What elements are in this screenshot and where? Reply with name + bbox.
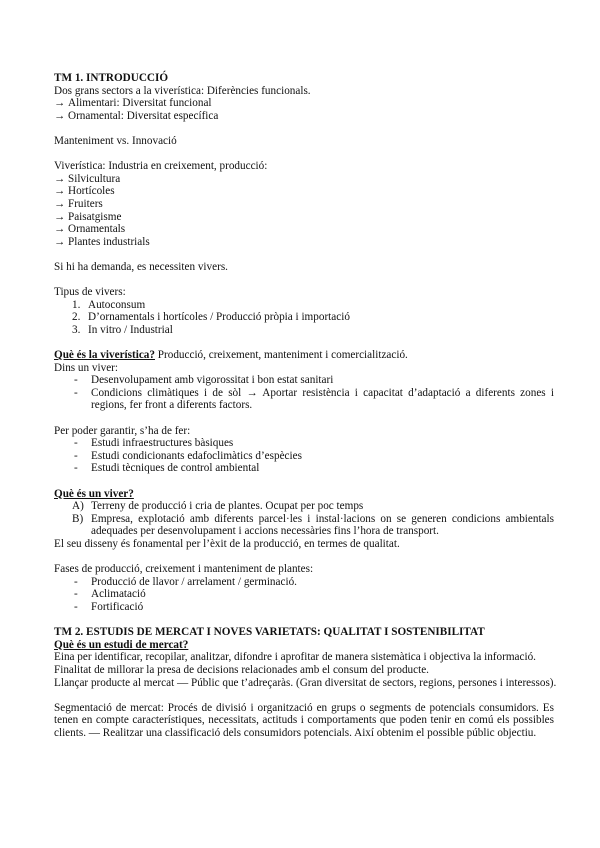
inside-intro: Dins un viver: <box>54 361 119 374</box>
what-is-line <box>54 349 554 362</box>
design-line: El seu disseny és fonamental per l’èxit de la producció, en termes de qualitat. <box>54 537 400 550</box>
industry-item: → Fruiters <box>54 198 554 211</box>
study-line: Finalitat de millorar la presa de decisions relacionades amb el consum del producte. <box>54 663 429 676</box>
viver-text: Empresa, explotació amb diferents parcel·les i instal·lacions on se generen condicions ambientals adequades per desenvolupament i accions necessàries fins l’hora de transport. <box>91 512 554 538</box>
inside-text: Desenvolupament amb vigorossitat i bon estat sanitari <box>91 374 334 387</box>
phase-text: Fortificació <box>91 600 144 613</box>
sector-text: Diversitat funcional <box>119 97 212 110</box>
list-item: - Desenvolupament amb vigorossitat i bon estat sanitari <box>74 374 334 387</box>
sector-item <box>54 97 554 110</box>
industry-item: → Paisatgisme <box>54 211 554 224</box>
sector-label: Ornamental: <box>67 109 124 122</box>
study-line: Llançar producte al mercat — Públic que t’adreçaràs. (Gran diversitat de sectors, regions, persones i interessos). <box>54 676 557 689</box>
list-item: 2. D’ornamentals i hortícoles / Producció pròpia i importació <box>72 311 350 324</box>
list-item: 1. Autoconsum <box>72 298 146 311</box>
industry-item: → Hortícoles <box>54 185 554 198</box>
phases-intro: Fases de producció, creixement i manteniment de plantes: <box>54 563 314 576</box>
sector-label: Alimentari: <box>67 97 120 110</box>
list-item: - Fortificació <box>74 600 144 613</box>
type-text: Autoconsum <box>88 298 146 311</box>
demand-line: Si hi ha demanda, es necessiten vivers. <box>54 260 228 273</box>
sector-item <box>54 110 554 123</box>
types-intro: Tipus de vivers: <box>54 286 126 299</box>
phase-text: Producció de llavor / arrelament / germinació. <box>91 575 297 588</box>
industry-item: → Ornamentals <box>54 223 554 236</box>
guarantee-text: Estudi condicionants edafoclimàtics d’espècies <box>91 449 302 462</box>
what-is-title: Què és la viverística? <box>54 349 155 362</box>
section2-title: TM 2. ESTUDIS DE MERCAT I NOVES VARIETATS: QUALITAT I SOSTENIBILITAT <box>54 626 485 639</box>
industry-item: → Silvicultura <box>54 173 554 186</box>
phase-text: Aclimatació <box>91 588 146 601</box>
list-item: - Producció de llavor / arrelament / germinació. <box>74 575 297 588</box>
type-text: In vitro / Industrial <box>88 323 173 336</box>
guarantee-text: Estudi tècniques de control ambiental <box>91 462 260 475</box>
study-line: Eina per identificar, recopilar, analitzar, difondre i aprofitar de manera sistemàtica i objectiva la informació. <box>54 651 536 664</box>
section1-intro: Dos grans sectors a la viverística: Diferències funcionals. <box>54 84 311 97</box>
list-item: 3. In vitro / Industrial <box>72 323 173 336</box>
item-letter: A) <box>72 500 84 513</box>
section1-title: TM 1. INTRODUCCIÓ <box>54 72 169 84</box>
list-item: - Condicions climàtiques i de sòl → Aportar resistència i capacitat d’adaptació a diferents zones i regions, fer front a diferents factors. <box>74 386 554 412</box>
what-is-text: Producció, creixement, manteniment i comercialització. <box>154 349 408 362</box>
item-letter: B) <box>72 512 84 525</box>
maintenance-line: Manteniment vs. Innovació <box>54 134 177 147</box>
viver-title: Què és un viver? <box>54 487 134 500</box>
industry-item: → Plantes industrials <box>54 236 554 249</box>
guarantee-text: Estudi infraestructures bàsiques <box>91 437 234 450</box>
inside-text: Condicions climàtiques i de sòl → Aportar resistència i capacitat d’adaptació a diferents zones i regions, fer front a diferents factors. <box>91 386 554 412</box>
sector-text: Diversitat específica <box>123 109 219 122</box>
list-item: - Estudi infraestructures bàsiques <box>74 437 234 450</box>
guarantee-intro: Per poder garantir, s’ha de fer: <box>54 424 191 437</box>
list-item: - Estudi condicionants edafoclimàtics d’espècies <box>74 449 302 462</box>
study-title: Què és un estudi de mercat? <box>54 638 189 651</box>
viver-text: Terreny de producció i cria de plantes. Ocupat per poc temps <box>91 500 364 513</box>
type-text: D’ornamentals i hortícoles / Producció pròpia i importació <box>88 311 350 324</box>
document-page <box>54 72 557 739</box>
industry-intro: Viverística: Industria en creixement, producció: <box>54 160 268 173</box>
list-item: - Aclimatació <box>74 588 146 601</box>
list-item <box>54 513 554 538</box>
segmentation-paragraph: Segmentació de mercat: Procés de divisió i organització en grups o segments de potencials consumidors. Es tenen en compte característiques, necessitats, actituds i comportaments que poden tenir en comú els possibles clients. — Realitzar una classificació dels consumidors potencials. Així obtenim el possible públic objectiu. <box>54 701 554 739</box>
list-item: - Estudi tècniques de control ambiental <box>74 462 260 475</box>
list-item <box>54 500 554 513</box>
